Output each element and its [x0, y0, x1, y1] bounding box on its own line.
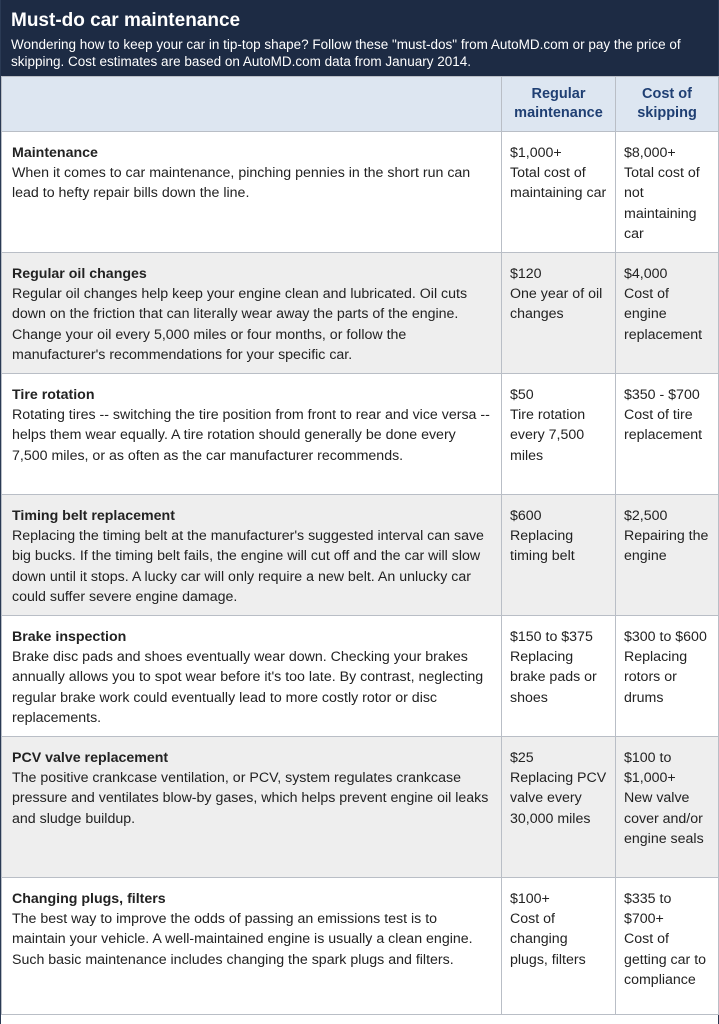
row-description-cell: [2, 737, 502, 878]
regular-description: Tire rotation every 7,500 miles: [510, 407, 586, 464]
regular-description: Cost of changing plugs, filters: [510, 911, 586, 968]
row-text: Rotating tires -- switching the tire position from front to rear and vice versa -- helps them wear equally. A tire rotation should generally be done every 7,500 miles, or as often as the car manufacturer recommends.: [12, 407, 490, 464]
table-subtitle: Wondering how to keep your car in tip-top shape? Follow these "must-dos" from AutoMD.com or pay the price of skipping. Cost estimates are based on AutoMD.com data from January 2014.: [11, 37, 681, 69]
row-title: Brake inspection: [12, 629, 127, 645]
row-description-cell: [2, 132, 502, 253]
regular-maintenance-cell: [502, 616, 616, 737]
regular-maintenance-cell: [502, 878, 616, 1015]
skip-description: Cost of getting car to compliance: [624, 931, 707, 988]
cost-of-skipping-cell: [616, 495, 719, 616]
regular-maintenance-cell: [502, 737, 616, 878]
regular-maintenance-cell: [502, 495, 616, 616]
row-description-cell: [2, 374, 502, 495]
skip-amount: $350 - $700: [624, 387, 700, 403]
regular-amount: $25: [510, 750, 534, 766]
regular-amount: $600: [510, 508, 542, 524]
table-row: [2, 374, 719, 495]
column-header-regular-maintenance: Regular maintenance: [502, 77, 616, 132]
cost-of-skipping-cell: [616, 878, 719, 1015]
row-description-cell: [2, 616, 502, 737]
regular-maintenance-cell: [502, 253, 616, 374]
maintenance-table: [1, 76, 719, 1015]
regular-amount: $120: [510, 266, 542, 282]
row-text: The best way to improve the odds of passing an emissions test is to maintain your vehicle. A well-maintained engine is usually a clean engine. Such basic maintenance includes changing the spark plugs and filters.: [12, 911, 473, 968]
table-row: [2, 253, 719, 374]
regular-maintenance-cell: [502, 132, 616, 253]
skip-description: Cost of tire replacement: [624, 407, 703, 444]
row-title: Regular oil changes: [12, 266, 147, 282]
regular-description: Replacing brake pads or shoes: [510, 649, 597, 706]
regular-description: One year of oil changes: [510, 286, 603, 323]
row-description-cell: [2, 878, 502, 1015]
row-text: Brake disc pads and shoes eventually wear down. Checking your brakes annually allows you to spot wear before it's too late. By contrast, neglecting regular brake work could eventually lead to more costly rotor or disc replacements.: [12, 649, 484, 726]
table-row: [2, 495, 719, 616]
cost-of-skipping-cell: [616, 737, 719, 878]
skip-amount: $2,500: [624, 508, 668, 524]
table-row: [2, 737, 719, 878]
skip-amount: $335 to $700+: [624, 891, 672, 928]
row-title: PCV valve replacement: [12, 750, 169, 766]
regular-amount: $50: [510, 387, 534, 403]
table-title: Must-do car maintenance: [11, 10, 241, 31]
cost-of-skipping-cell: [616, 616, 719, 737]
regular-amount: $150 to $375: [510, 629, 593, 645]
row-title: Changing plugs, filters: [12, 891, 166, 907]
skip-amount: $8,000+: [624, 145, 676, 161]
table-row: [2, 878, 719, 1015]
row-text: Regular oil changes help keep your engine clean and lubricated. Oil cuts down on the friction that can literally wear away the parts of the engine. Change your oil every 5,000 miles or four months, or follow the manufacturer's recommendations for your specific car.: [12, 286, 468, 363]
column-header-row: [2, 77, 719, 132]
row-title: Tire rotation: [12, 387, 95, 403]
column-header-cost-of-skipping: Cost of skipping: [616, 77, 719, 132]
skip-description: Repairing the engine: [624, 528, 709, 565]
row-description-cell: [2, 253, 502, 374]
cost-of-skipping-cell: [616, 374, 719, 495]
table-header-banner: [1, 0, 718, 76]
table-row: [2, 132, 719, 253]
cost-of-skipping-cell: [616, 253, 719, 374]
regular-description: Replacing timing belt: [510, 528, 575, 565]
row-text: Replacing the timing belt at the manufacturer's suggested interval can save big bucks. If the timing belt fails, the engine will cut off and the car will slow down until it stops. A lucky car will only require a new belt. An unlucky car could suffer severe engine damage.: [12, 528, 484, 605]
regular-description: Total cost of maintaining car: [510, 165, 607, 202]
table-row: [2, 616, 719, 737]
row-title: Maintenance: [12, 145, 98, 161]
row-title: Timing belt replacement: [12, 508, 175, 524]
column-header-empty: [2, 77, 502, 132]
row-text: The positive crankcase ventilation, or PCV, system regulates crankcase pressure and ventilates blow-by gases, which helps prevent engine oil leaks and sludge buildup.: [12, 770, 489, 827]
skip-description: Replacing rotors or drums: [624, 649, 688, 706]
regular-maintenance-cell: [502, 374, 616, 495]
skip-description: New valve cover and/or engine seals: [624, 790, 704, 847]
skip-description: Cost of engine replacement: [624, 286, 703, 343]
skip-amount: $300 to $600: [624, 629, 707, 645]
cost-of-skipping-cell: [616, 132, 719, 253]
skip-description: Total cost of not maintaining car: [624, 165, 700, 242]
skip-amount: $4,000: [624, 266, 668, 282]
regular-amount: $1,000+: [510, 145, 562, 161]
regular-amount: $100+: [510, 891, 550, 907]
skip-amount: $100 to $1,000+: [624, 750, 676, 787]
regular-description: Replacing PCV valve every 30,000 miles: [510, 770, 607, 827]
row-text: When it comes to car maintenance, pinching pennies in the short run can lead to hefty repair bills down the line.: [12, 165, 471, 202]
row-description-cell: [2, 495, 502, 616]
